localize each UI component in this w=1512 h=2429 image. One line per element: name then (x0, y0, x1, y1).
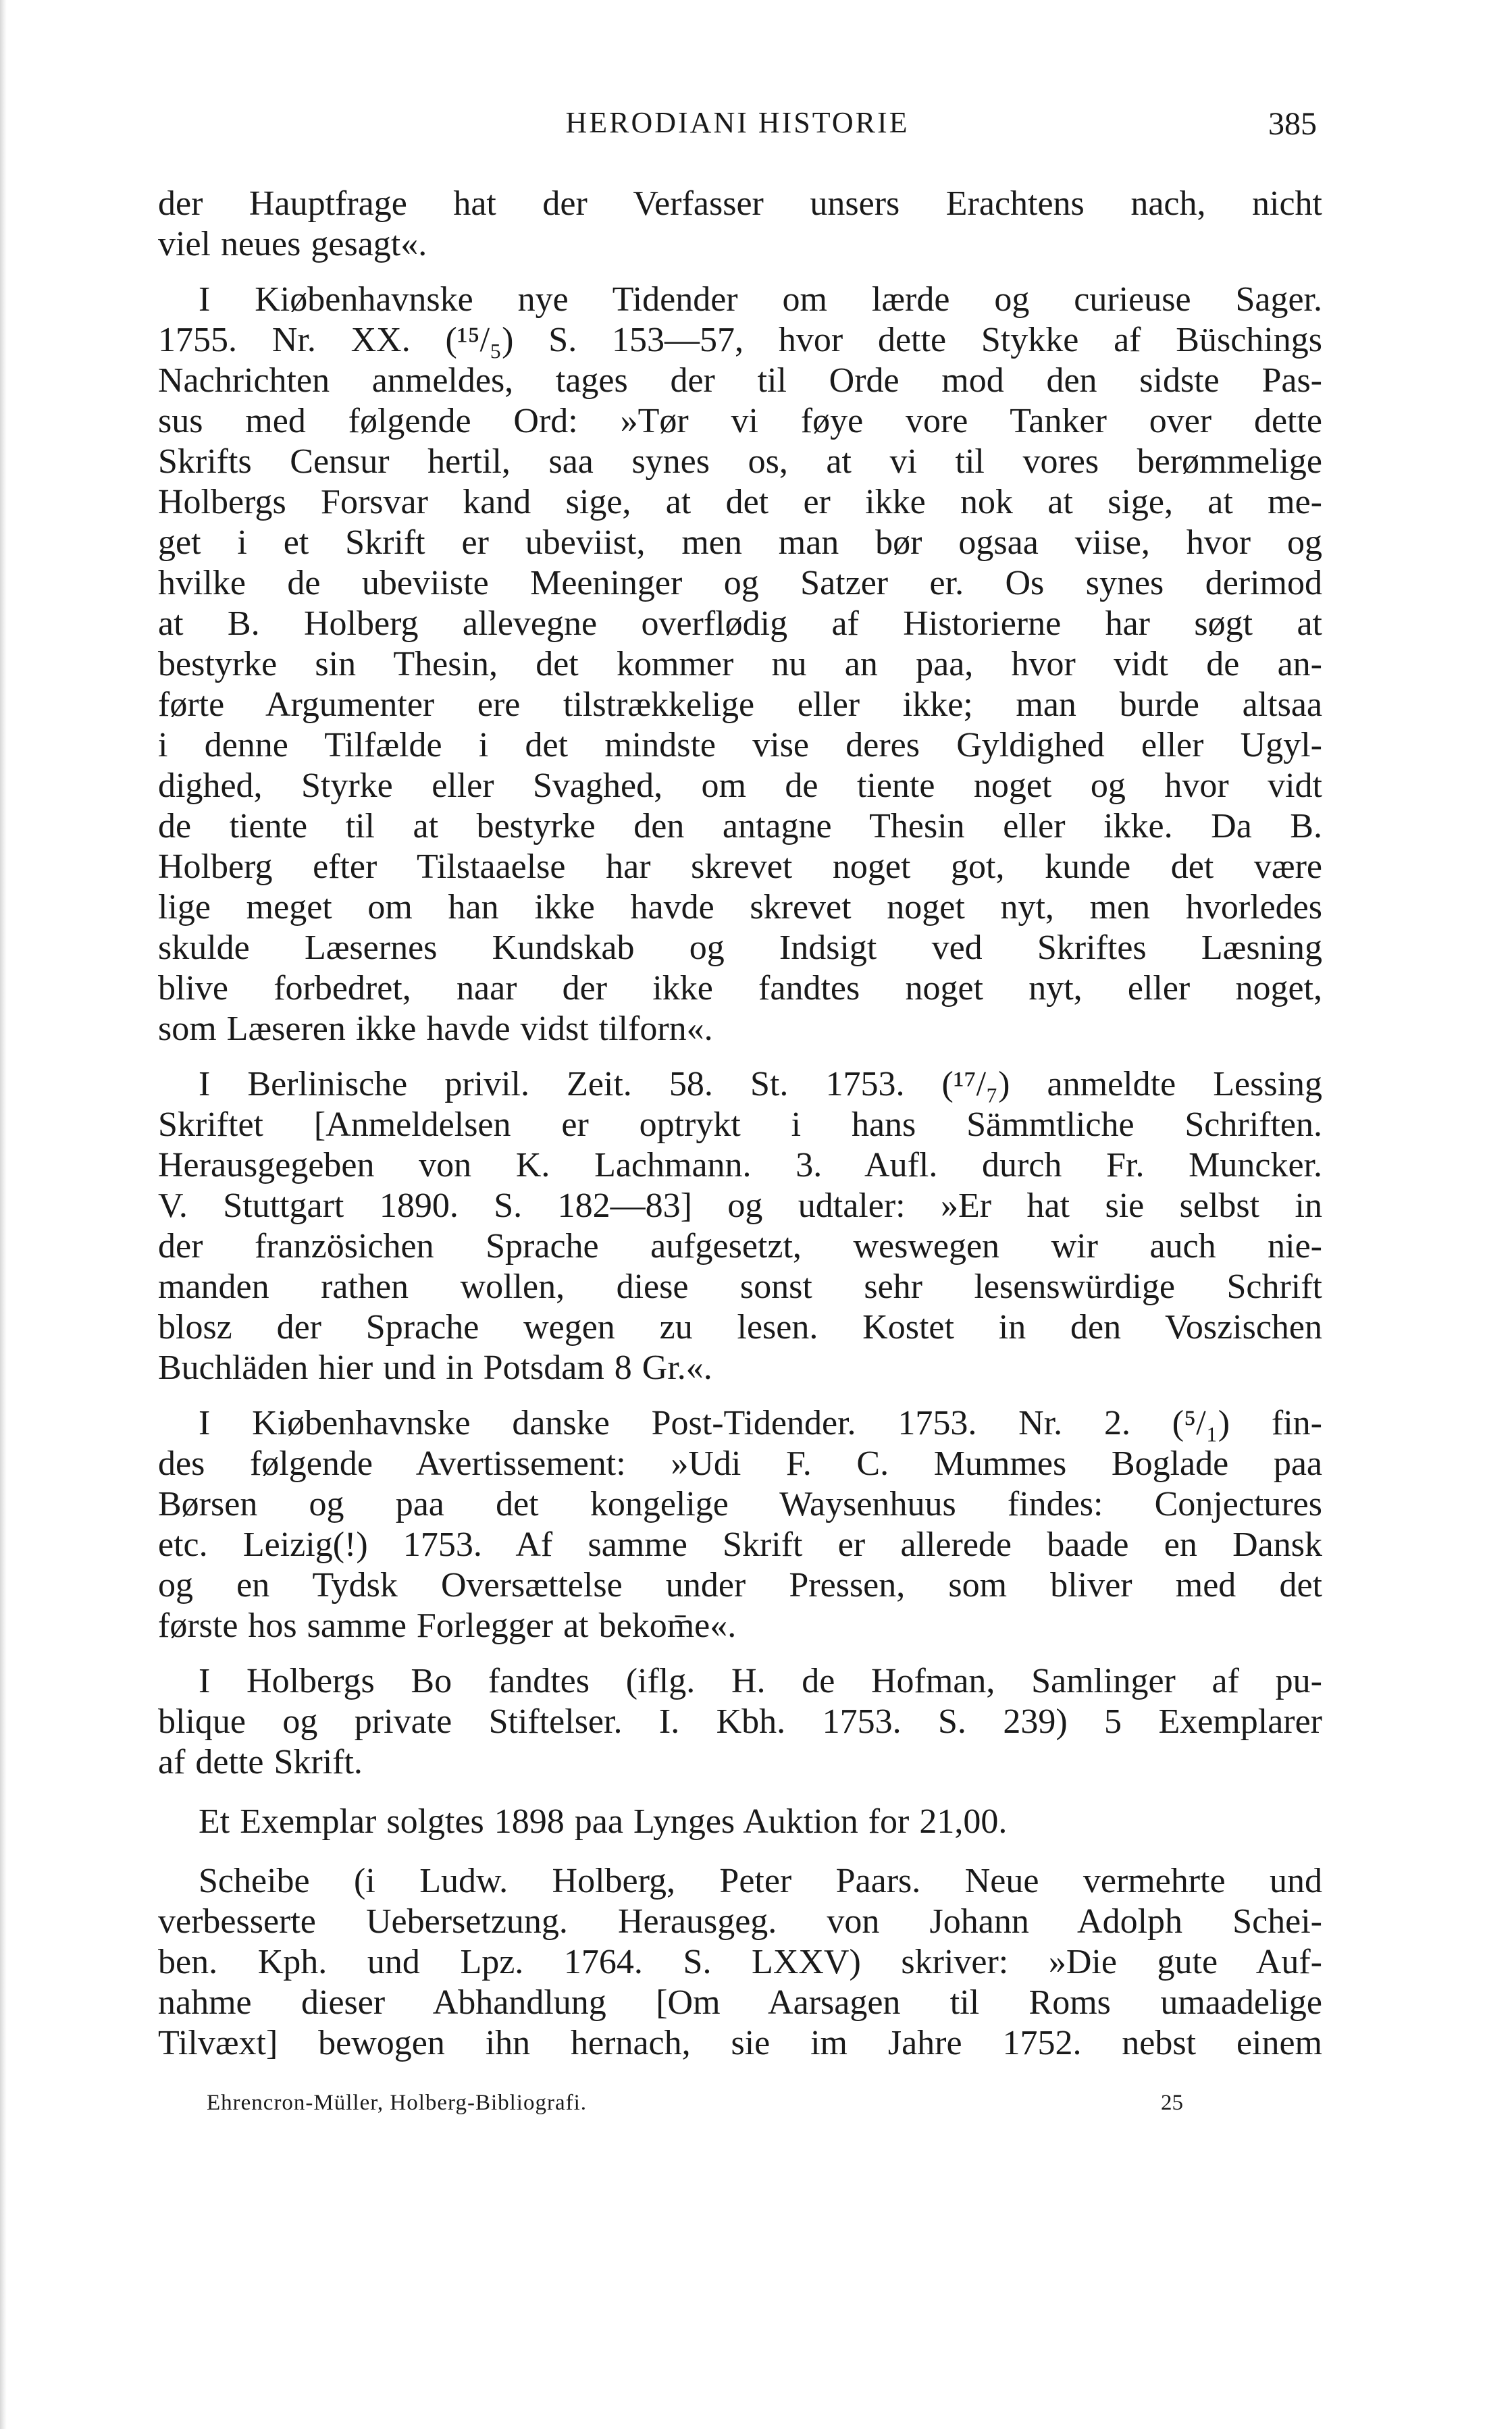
text-line: manden rathen wollen, diese sonst sehr lesenswürdige Schrift (158, 1268, 1322, 1306)
page-number: 385 (1268, 106, 1317, 142)
paragraph-7 (158, 1861, 1322, 2064)
text-line: viel neues gesagt«. (158, 225, 427, 263)
text-line: I Holbergs Bo fandtes (iflg. H. de Hofman, Samlinger af pu- (199, 1662, 1322, 1700)
text-line: Skrifts Censur hertil, saa synes os, at vi til vores berømmelige (158, 442, 1322, 481)
text-line: lige meget om han ikke havde skrevet noget nyt, men hvorledes (158, 888, 1322, 926)
page-binding-edge (0, 0, 7, 2429)
text-line: at B. Holberg allevegne overflødig af Historierne har søgt at (158, 604, 1322, 643)
paragraph-5 (158, 1661, 1322, 1783)
body-text (158, 184, 1322, 2083)
text-line: I Kiøbenhavnske danske Post-Tidender. 1753. Nr. 2. (⁵/₁) fin- (199, 1404, 1322, 1442)
text-line: Scheibe (i Ludw. Holberg, Peter Paars. Neue vermehrte und (199, 1862, 1322, 1900)
text-line: i denne Tilfælde i det mindste vise deres Gyldighed eller Ugyl- (158, 726, 1322, 764)
text-line: Skriftet [Anmeldelsen er optrykt i hans Sämmtliche Schriften. (158, 1105, 1322, 1144)
paragraph-4 (158, 1403, 1322, 1646)
text-line: blique og private Stiftelser. I. Kbh. 1753. S. 239) 5 Exemplarer (158, 1702, 1322, 1741)
text-line: dighed, Styrke eller Svaghed, om de tiente noget og hvor vidt (158, 766, 1322, 805)
text-line: verbesserte Uebersetzung. Herausgeg. von Johann Adolph Schei- (158, 1902, 1322, 1941)
text-line: nahme dieser Abhandlung [Om Aarsagen til Roms umaadelige (158, 1983, 1322, 2022)
text-line: Holberg efter Tilstaaelse har skrevet noget got, kunde det være (158, 847, 1322, 886)
text-line: I Berlinische privil. Zeit. 58. St. 1753. (¹⁷/₇) anmeldte Lessing (199, 1065, 1322, 1103)
text-line: Nachrichten anmeldes, tages der til Orde mod den sidste Pas- (158, 361, 1322, 400)
text-line: blosz der Sprache wegen zu lesen. Kostet in den Voszischen (158, 1308, 1322, 1347)
text-line: der französichen Sprache aufgesetzt, weswegen wir auch nie- (158, 1227, 1322, 1265)
text-line: Buchläden hier und in Potsdam 8 Gr.«. (158, 1349, 712, 1387)
page-header (158, 101, 1317, 155)
text-line: ben. Kph. und Lpz. 1764. S. LXXV) skriver: »Die gute Auf- (158, 1943, 1322, 1981)
text-line: V. Stuttgart 1890. S. 182—83] og udtaler: »Er hat sie selbst in (158, 1186, 1322, 1225)
text-line: førte Argumenter ere tilstrækkelige eller ikke; man burde altsaa (158, 685, 1322, 724)
footer-citation: Ehrencron-Müller, Holberg-Bibliografi. (207, 2091, 588, 2115)
text-line: hvilke de ubeviiste Meeninger og Satzer er. Os synes derimod (158, 564, 1322, 602)
text-line: Børsen og paa det kongelige Waysenhuus findes: Conjectures (158, 1485, 1322, 1523)
text-line: skulde Læsernes Kundskab og Indsigt ved Skriftes Læsning (158, 929, 1322, 967)
text-line: I Kiøbenhavnske nye Tidender om lærde og curieuse Sager. (199, 280, 1322, 319)
running-title: HERODIANI HISTORIE (565, 106, 910, 139)
page-footer (207, 2091, 1183, 2124)
text-line: get i et Skrift er ubeviist, men man bør ogsaa viise, hvor og (158, 523, 1322, 562)
paragraph-6 (158, 1802, 1322, 1842)
paragraph-1 (158, 184, 1322, 265)
text-line: der Hauptfrage hat der Verfasser unsers Erachtens nach, nicht (158, 184, 1322, 223)
text-line: 1755. Nr. XX. (¹⁵/₅) S. 153—57, hvor dette Stykke af Büschings (158, 321, 1322, 359)
text-line: Et Exemplar solgtes 1898 paa Lynges Auktion for 21,00. (199, 1802, 1008, 1841)
text-line: etc. Leizig(!) 1753. Af samme Skrift er allerede baade en Dansk (158, 1525, 1322, 1564)
text-line: som Læseren ikke havde vidst tilforn«. (158, 1010, 713, 1048)
text-line: første hos samme Forlegger at bekom̄e«. (158, 1607, 737, 1645)
text-line: og en Tydsk Oversættelse under Pressen, som bliver med det (158, 1566, 1322, 1604)
paragraph-3 (158, 1064, 1322, 1388)
text-line: sus med følgende Ord: »Tør vi føye vore Tanker over dette (158, 402, 1322, 440)
text-line: blive forbedret, naar der ikke fandtes noget nyt, eller noget, (158, 969, 1322, 1008)
text-line: af dette Skrift. (158, 1743, 363, 1781)
text-line: des følgende Avertissement: »Udi F. C. Mummes Boglade paa (158, 1444, 1322, 1483)
text-line: Tilvæxt] bewogen ihn hernach, sie im Jahre 1752. nebst einem (158, 2024, 1322, 2062)
text-line: de tiente til at bestyrke den antagne Thesin eller ikke. Da B. (158, 807, 1322, 845)
signature-mark: 25 (1161, 2091, 1183, 2115)
text-line: Herausgegeben von K. Lachmann. 3. Aufl. durch Fr. Muncker. (158, 1146, 1322, 1184)
paragraph-2 (158, 280, 1322, 1049)
text-line: bestyrke sin Thesin, det kommer nu an paa, hvor vidt de an- (158, 645, 1322, 683)
text-line: Holbergs Forsvar kand sige, at det er ikke nok at sige, at me- (158, 483, 1322, 521)
